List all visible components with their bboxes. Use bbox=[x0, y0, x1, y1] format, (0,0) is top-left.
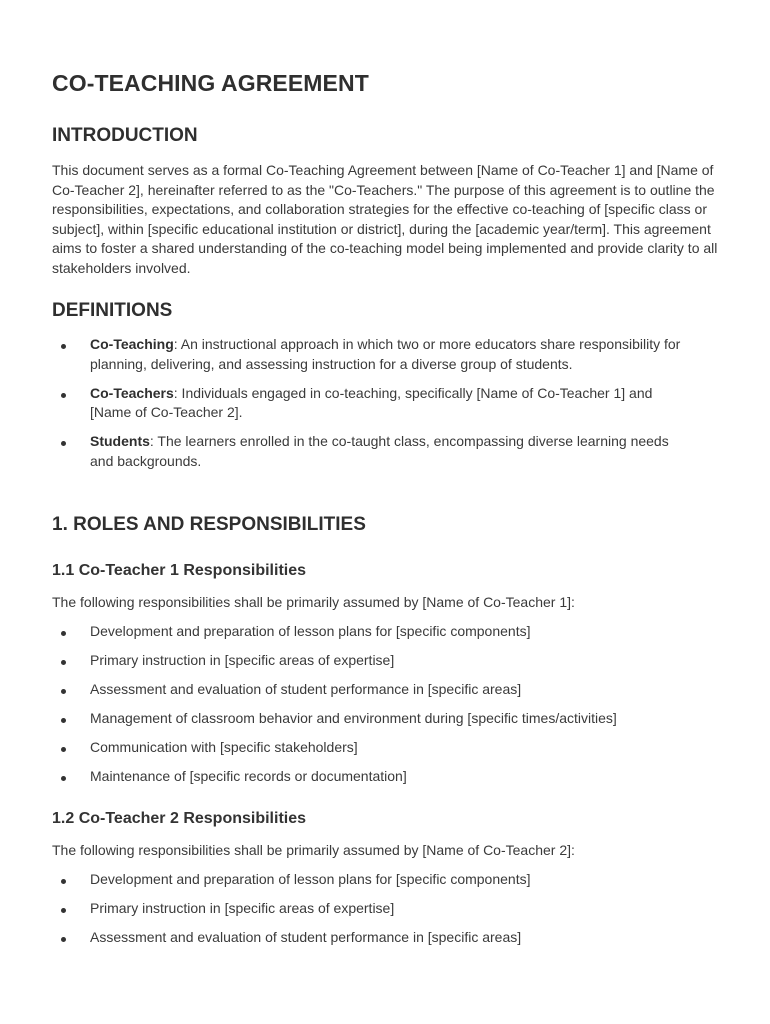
bullet-icon bbox=[61, 441, 66, 446]
list-item-text: Management of classroom behavior and environment during [specific times/activities] bbox=[90, 710, 617, 726]
bullet-icon bbox=[61, 689, 66, 694]
definition-item bbox=[52, 384, 690, 423]
definition-term: Co-Teaching bbox=[90, 336, 174, 352]
teacher2-responsibilities bbox=[52, 870, 732, 957]
list-item bbox=[52, 622, 732, 642]
list-item-text: Communication with [specific stakeholders] bbox=[90, 739, 358, 755]
bullet-icon bbox=[61, 747, 66, 752]
definition-term: Co-Teachers bbox=[90, 384, 174, 401]
list-item-text: Maintenance of [specific records or documentation] bbox=[90, 768, 407, 784]
definitions-list bbox=[52, 335, 732, 481]
teacher1-responsibilities bbox=[52, 622, 732, 796]
definition-text: : An instructional approach in which two or more educators share responsibility for planning, delivering, and assessing instruction for a diverse group of students. bbox=[90, 336, 681, 372]
teacher1-intro: The following responsibilities shall be primarily assumed by [Name of Co-Teacher 1]: bbox=[52, 594, 575, 610]
bullet-icon bbox=[61, 776, 66, 781]
bullet-icon bbox=[61, 718, 66, 723]
list-item bbox=[52, 709, 732, 729]
list-item-text: Development and preparation of lesson plans for [specific components] bbox=[90, 871, 531, 887]
teacher2-intro: The following responsibilities shall be primarily assumed by [Name of Co-Teacher 2]: bbox=[52, 842, 575, 858]
list-item-text: Assessment and evaluation of student performance in [specific areas] bbox=[90, 681, 522, 697]
introduction-paragraph: This document serves as a formal Co-Teaching Agreement between [Name of Co-Teacher 1] and [Name of Co-Teacher 2], hereinafter referred to as the "Co-Teachers." The purpose of this agreement is to outline the responsibilities, expectations, and collaboration strategies for the effective co-teaching of [specific class or subject], within [specific educational institution or district], during the [academic year/term]. This agreement aims to foster a shared understanding of the co-teaching model being implemented and provide clarity to all stakeholders involved. bbox=[52, 162, 718, 276]
bullet-icon bbox=[61, 631, 66, 636]
list-item-text: Primary instruction in [specific areas of expertise] bbox=[90, 652, 395, 668]
list-item bbox=[52, 767, 732, 787]
bullet-icon bbox=[61, 393, 66, 398]
definition-item bbox=[52, 432, 690, 471]
document-title: CO-TEACHING AGREEMENT bbox=[52, 70, 369, 96]
bullet-icon bbox=[61, 344, 66, 349]
bullet-icon bbox=[61, 879, 66, 884]
teacher2-heading: 1.2 Co-Teacher 2 Responsibilities bbox=[52, 810, 307, 827]
definitions-heading: DEFINITIONS bbox=[52, 300, 173, 321]
list-item-text: Assessment and evaluation of student performance in [specific areas] bbox=[90, 929, 522, 945]
teacher1-heading: 1.1 Co-Teacher 1 Responsibilities bbox=[52, 562, 307, 579]
list-item bbox=[52, 928, 732, 948]
bullet-icon bbox=[61, 660, 66, 665]
list-item bbox=[52, 738, 732, 758]
definition-text: : The learners enrolled in the co-taught class, encompassing diverse learning needs and backgrounds. bbox=[90, 433, 669, 469]
list-item bbox=[52, 899, 732, 919]
list-item bbox=[52, 651, 732, 671]
list-item-text: Development and preparation of lesson plans for [specific components] bbox=[90, 623, 531, 639]
bullet-icon bbox=[61, 937, 66, 942]
bullet-icon bbox=[61, 908, 66, 913]
definition-item bbox=[52, 335, 690, 374]
definition-text: : Individuals engaged in co-teaching, specifically [Name of Co-Teacher 1] and [Name of Co-Teacher 2]. bbox=[90, 384, 653, 420]
roles-heading: 1. ROLES AND RESPONSIBILITIES bbox=[52, 514, 366, 535]
introduction-heading: INTRODUCTION bbox=[52, 125, 198, 146]
list-item bbox=[52, 870, 732, 890]
list-item-text: Primary instruction in [specific areas of expertise] bbox=[90, 900, 395, 916]
list-item bbox=[52, 680, 732, 700]
definition-term: Students bbox=[90, 433, 150, 449]
